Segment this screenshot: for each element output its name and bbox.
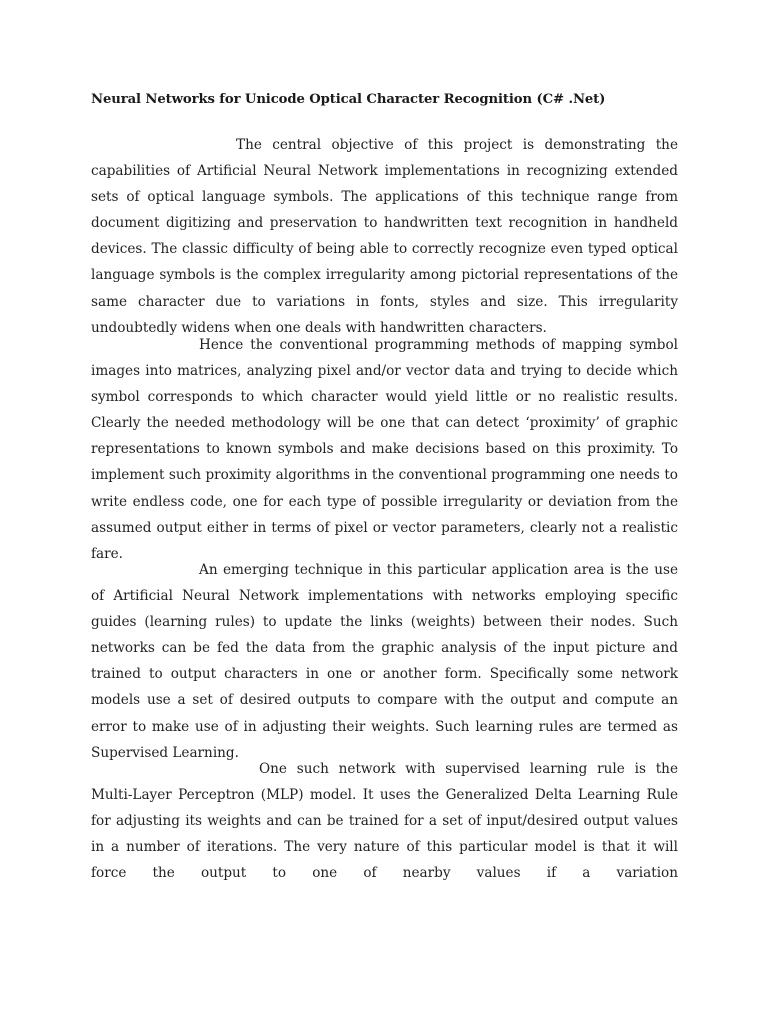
paragraph-conventional-methods: Hence the conventional programming methods of mapping symbol images into matrices, analyzing pixel and/or vector data and trying to decide which symbol corresponds to which character would yield little or no realistic results. Clearly the needed methodology will be one that can detect ‘proximity’ of graphic representations to known symbols and make decisions based on this proximity. To implement such proximity algorithms in the conventional programming one needs to write endless code, one for each type of possible irregularity or deviation from the assumed output either in terms of pixel or vector parameters, clearly not a realistic fare. [91,337,678,562]
document-title: Neural Networks for Unicode Optical Character Recognition (C# .Net) [91,92,606,107]
paragraph-mlp-model: One such network with supervised learning rule is the Multi-Layer Perceptron (MLP) model. It uses the Generalized Delta Learning Rule for adjusting its weights and can be trained for a set of input/desired output values in a number of iterations. The very nature of this particular model is that it will force the output to one of nearby values if a variation [91,761,678,882]
paragraph-objective: The central objective of this project is demonstrating the capabilities of Artificial Neural Network implementations in recognizing extended sets of optical language symbols. The applications of this technique range from document digitizing and preservation to handwritten text recognition in handheld devices. The classic difficulty of being able to correctly recognize even typed optical language symbols is the complex irregularity among pictorial representations of the same character due to variations in fonts, styles and size. This irregularity undoubtedly widens when one deals with handwritten characters. [91,137,678,336]
paragraph-emerging-technique: An emerging technique in this particular application area is the use of Artificial Neural Network implementations with networks employing specific guides (learning rules) to update the links (weights) between their nodes. Such networks can be fed the data from the graphic analysis of the input picture and trained to output characters in one or another form. Specifically some network models use a set of desired outputs to compare with the output and compute an error to make use of in adjusting their weights. Such learning rules are termed as Supervised Learning. [91,562,678,761]
